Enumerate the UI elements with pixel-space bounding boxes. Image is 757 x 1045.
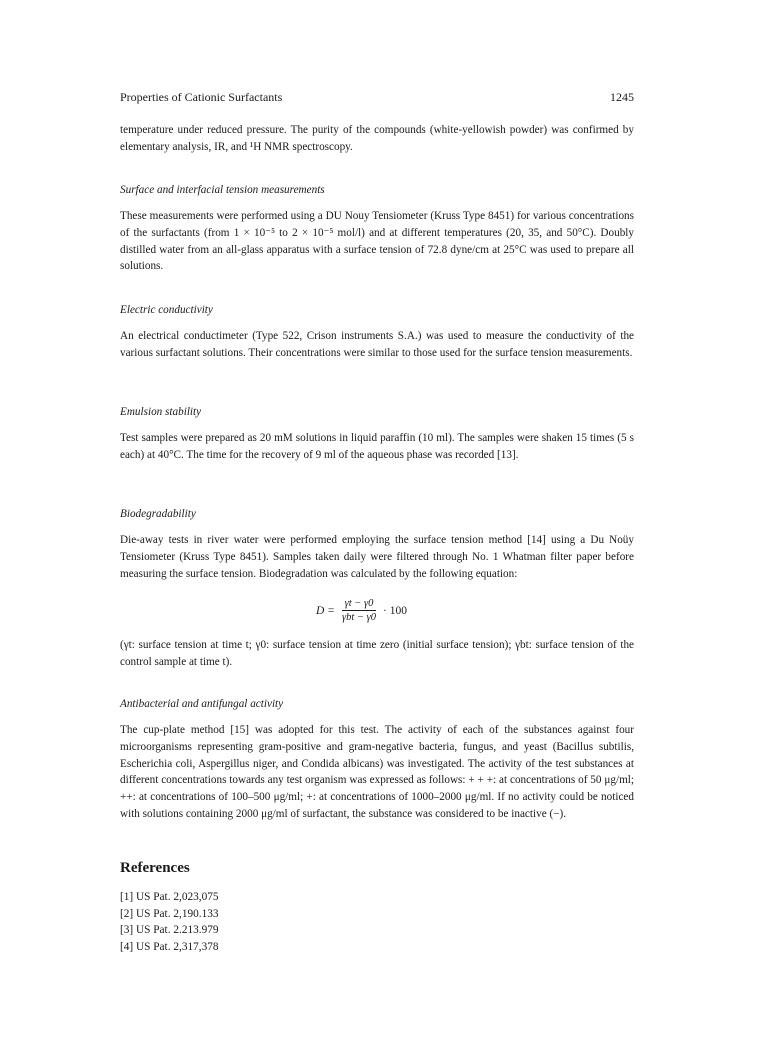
intro-paragraph: temperature under reduced pressure. The purity of the compounds (white-yellowish powder) was confirmed by elementary analysis, IR, and ¹H NMR spectroscopy. (120, 124, 634, 153)
equation-fraction (339, 598, 379, 623)
section-heading: Antibacterial and antifungal activity (120, 698, 284, 710)
section-heading: Biodegradability (120, 508, 196, 520)
reference-list (120, 889, 219, 955)
equation-legend: (γt: surface tension at time t; γ0: surface tension at time zero (initial surface tension); γbt: surface tension of the control sample at time t). (120, 639, 634, 668)
equation-legend-block (120, 637, 634, 671)
section-heading: Electric conductivity (120, 304, 213, 316)
section-surface-tension (120, 182, 634, 275)
section-heading: Emulsion stability (120, 406, 202, 418)
section-body: These measurements were performed using a DU Nouy Tensiometer (Kruss Type 8451) for various concentrations of the surfactants (from 1 × 10⁻⁵ to 2 × 10⁻⁵ mol/l) and at different temperatures (20, 35, and 50°C). Doubly distilled water from an all-glass apparatus with a surface tension of 72.8 dyne/cm at 25°C was used to prepare all solutions. (120, 210, 634, 273)
section-emulsion-stability (120, 404, 634, 464)
reference-item: [1] US Pat. 2,023,075 (120, 891, 219, 903)
equation-numerator: γt − γ0 (342, 598, 377, 611)
section-body: Test samples were prepared as 20 mM solutions in liquid paraffin (10 ml). The samples were shaken 15 times (5 s each) at 40°C. The time for the recovery of 9 ml of the aqueous phase was recorded [13]. (120, 432, 634, 461)
running-title: Properties of Cationic Surfactants (120, 90, 283, 104)
section-biodegradability (120, 506, 634, 582)
reference-item: [3] US Pat. 2.213.979 (120, 924, 219, 936)
section-heading: Surface and interfacial tension measurements (120, 184, 325, 196)
section-body: An electrical conductimeter (Type 522, Crison instruments S.A.) was used to measure the conductivity of the various surfactant solutions. Their concentrations were similar to those used for the surface tension measurements. (120, 330, 634, 359)
reference-item: [4] US Pat. 2,317,378 (120, 940, 219, 953)
references-heading: References (120, 860, 190, 876)
biodegradation-equation (316, 598, 407, 623)
equation-lhs: D = (316, 604, 335, 617)
page-number: 1245 (610, 90, 634, 104)
section-body: The cup-plate method [15] was adopted for this test. The activity of each of the substances against four microorganisms representing gram-positive and gram-negative bacteria, fungus, and yeast (Bacillus subtilis, Escherichia coli, Aspergillus niger, and Condida albicans) was investigated. The activity of the test substances at different concentrations towards any test organism was expressed as follows: + + +: at concentrations of 50 μg/ml; ++: at concentrations of 100–500 μg/ml; +: at concentrations of 1000–2000 μg/ml. If no activity could be noticed with solutions containing 2000 μg/ml of surfactant, the substance was considered to be inactive (−). (120, 724, 634, 820)
section-body: Die-away tests in river water were performed employing the surface tension method [14] using a Du Noüy Tensiometer (Kruss Type 8451). Samples taken daily were filtered through No. 1 Whatman filter paper before measuring the surface tension. Biodegradation was calculated by the following equation: (120, 534, 634, 580)
equation-multiplier: · 100 (382, 604, 407, 617)
intro-paragraph-block (120, 122, 634, 156)
section-antibacterial (120, 696, 634, 823)
reference-item: [2] US Pat. 2,190.133 (120, 907, 219, 920)
section-electric-conductivity (120, 302, 634, 362)
running-head (120, 90, 634, 105)
equation-denominator: γbt − γ0 (341, 612, 376, 623)
